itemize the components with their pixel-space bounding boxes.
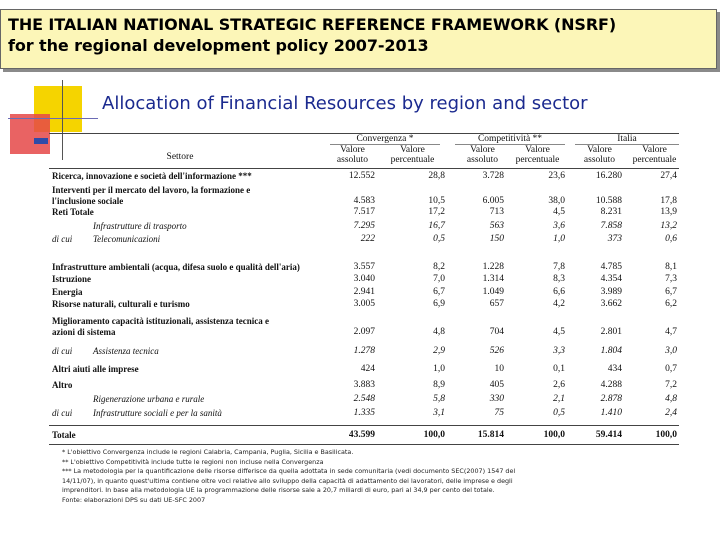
row-label: Assistenza tecnica bbox=[93, 346, 159, 356]
footnote-line: ** L'obiettivo Competitività include tutte le regioni non incluse nella Convergenza bbox=[62, 457, 324, 466]
column-header: Valore percentuale bbox=[515, 145, 560, 165]
table-cell: 10,5 bbox=[428, 196, 445, 206]
row-label: Ricerca, innovazione e società dell'informazione *** bbox=[52, 171, 252, 181]
table-cell: 3,0 bbox=[665, 346, 677, 356]
row-label: Telecomunicazioni bbox=[93, 234, 161, 244]
table-cell: 10 bbox=[494, 364, 504, 374]
table-cell: 4,2 bbox=[553, 299, 565, 309]
table-cell: 0,5 bbox=[433, 234, 445, 244]
table-cell: 8,3 bbox=[553, 274, 565, 284]
table-header-rule bbox=[49, 168, 679, 169]
table-cell: 373 bbox=[607, 234, 622, 244]
table-cell: 13,2 bbox=[660, 221, 677, 231]
footnote-line: * L'obiettivo Convergenza include le regioni Calabria, Campania, Puglia, Sicilia e Basilicata. bbox=[62, 448, 354, 456]
table-cell: 1.410 bbox=[600, 408, 622, 418]
table-cell: 3.557 bbox=[353, 262, 375, 272]
table-cell: 4.785 bbox=[600, 262, 622, 272]
row-label: Energia bbox=[52, 287, 83, 297]
table-cell: 16,7 bbox=[428, 221, 445, 231]
table-cell: 4,5 bbox=[553, 327, 565, 337]
table-cell: 6,9 bbox=[433, 299, 445, 309]
table-cell: 424 bbox=[360, 364, 375, 374]
table-cell: 17,8 bbox=[660, 196, 677, 206]
footnote-line: Fonte: elaborazioni DPS su dati UE-SFC 2007 bbox=[62, 495, 206, 504]
column-header: Valore assoluto bbox=[336, 145, 369, 165]
table-cell: 3,6 bbox=[553, 221, 565, 231]
table-cell: 1.314 bbox=[482, 274, 504, 284]
table-cell: 13,9 bbox=[660, 207, 677, 217]
row-label: Risorse naturali, culturali e turismo bbox=[52, 299, 190, 309]
table-cell: 100,0 bbox=[423, 430, 445, 440]
row-prefix: di cui bbox=[52, 346, 73, 356]
title-line-1: THE ITALIAN NATIONAL STRATEGIC REFERENCE FRAMEWORK (NSRF) bbox=[8, 15, 617, 34]
row-label: Infrastrutture ambientali (acqua, difesa suolo e qualità dell'aria) bbox=[52, 262, 300, 272]
table-cell: 6,7 bbox=[433, 287, 445, 297]
table-cell: 7,8 bbox=[553, 262, 565, 272]
table-cell: 2,6 bbox=[553, 380, 565, 390]
table-cell: 4.288 bbox=[600, 380, 622, 390]
row-label: Altro bbox=[52, 380, 73, 390]
table-cell: 1.049 bbox=[482, 287, 504, 297]
row-label: Istruzione bbox=[52, 274, 91, 284]
table-cell: 1.278 bbox=[353, 346, 375, 356]
table-cell: 27,4 bbox=[660, 171, 677, 181]
row-label: Reti Totale bbox=[52, 207, 94, 217]
table-cell: 2.941 bbox=[353, 287, 375, 297]
table-cell: 2.097 bbox=[353, 327, 375, 337]
group-header: Italia bbox=[617, 134, 637, 144]
row-prefix: di cui bbox=[52, 408, 73, 418]
footnote-line: 14/11/07), in quanto quest'ultima contiene oltre voci relative allo sviluppo della capacità di adattamento dei lavoratori, delle imprese e degli bbox=[62, 476, 513, 485]
table-cell: 0,1 bbox=[553, 364, 565, 374]
table-cell: 4,8 bbox=[433, 327, 445, 337]
table-cell: 3.728 bbox=[482, 171, 504, 181]
table-cell: 6,6 bbox=[553, 287, 565, 297]
table-cell: 330 bbox=[489, 394, 504, 404]
column-header: Valore percentuale bbox=[390, 145, 435, 165]
table-cell: 38,0 bbox=[548, 196, 565, 206]
table-total-rule bbox=[49, 425, 679, 426]
column-header: Valore percentuale bbox=[632, 145, 677, 165]
table-cell: 3.883 bbox=[353, 380, 375, 390]
table-cell: 4,8 bbox=[665, 394, 677, 404]
table-cell: 4.583 bbox=[353, 196, 375, 206]
table-cell: 43.599 bbox=[348, 430, 375, 440]
group-header: Competitività ** bbox=[477, 134, 543, 144]
row-label: Miglioramento capacità istituzionali, assistenza tecnica e bbox=[52, 316, 269, 326]
table-cell: 3.662 bbox=[600, 299, 622, 309]
table-cell: 7,3 bbox=[665, 274, 677, 284]
table-cell: 12.552 bbox=[348, 171, 375, 181]
table-cell: 28,8 bbox=[428, 171, 445, 181]
table-cell: 8,1 bbox=[665, 262, 677, 272]
table-cell: 2.801 bbox=[600, 327, 622, 337]
table-cell: 7,2 bbox=[665, 380, 677, 390]
table-cell: 222 bbox=[360, 234, 375, 244]
footnote-line: imprenditori. In base alla metodologia UE la programmazione delle risorse sale a 20,7 miliardi di euro, pari al 34,9 per cento del totale. bbox=[62, 486, 495, 494]
table-cell: 0,7 bbox=[665, 364, 677, 374]
table-cell: 3.040 bbox=[353, 274, 375, 284]
table-cell: 100,0 bbox=[655, 430, 677, 440]
title-line-2: for the regional development policy 2007-2013 bbox=[8, 36, 429, 55]
table-cell: 657 bbox=[489, 299, 504, 309]
table-cell: 434 bbox=[607, 364, 622, 374]
table-cell: 23,6 bbox=[548, 171, 565, 181]
table-cell: 2,1 bbox=[553, 394, 565, 404]
table-cell: 17,2 bbox=[428, 207, 445, 217]
table-cell: 8.231 bbox=[600, 207, 622, 217]
table-cell: 6,2 bbox=[665, 299, 677, 309]
table-cell: 526 bbox=[489, 346, 504, 356]
table-cell: 7.295 bbox=[353, 221, 375, 231]
table-cell: 713 bbox=[489, 207, 504, 217]
deco-vertical-line bbox=[62, 80, 63, 160]
table-cell: 16.280 bbox=[595, 171, 622, 181]
table-cell: 8,2 bbox=[433, 262, 445, 272]
table-cell: 704 bbox=[489, 327, 504, 337]
red-square bbox=[10, 114, 50, 154]
footnote-line: *** La metodologia per la quantificazione delle risorse differisce da quella adottata in sede comunitaria (vedi documento SEC(2007) 1547 del bbox=[62, 467, 516, 475]
table-cell: 10.588 bbox=[595, 196, 622, 206]
table-cell: 6.005 bbox=[482, 196, 504, 206]
row-prefix: di cui bbox=[52, 234, 73, 244]
table-cell: 2,4 bbox=[665, 408, 677, 418]
table-cell: 7,0 bbox=[433, 274, 445, 284]
row-label: Infrastrutture sociali e per la sanità bbox=[93, 408, 222, 418]
row-label: l'inclusione sociale bbox=[52, 196, 124, 206]
blue-dash bbox=[34, 138, 48, 144]
table-cell: 3.989 bbox=[600, 287, 622, 297]
slide-subtitle: Allocation of Financial Resources by region and sector bbox=[102, 93, 588, 114]
table-cell: 405 bbox=[489, 380, 504, 390]
table-cell: 100,0 bbox=[543, 430, 565, 440]
table-cell: 150 bbox=[489, 234, 504, 244]
table-cell: 4,7 bbox=[665, 327, 677, 337]
table-cell: 563 bbox=[489, 221, 504, 231]
row-label: azioni di sistema bbox=[52, 327, 116, 337]
table-cell: 3.005 bbox=[353, 299, 375, 309]
table-cell: 1.335 bbox=[353, 408, 375, 418]
table-cell: 7.858 bbox=[600, 221, 622, 231]
table-cell: 59.414 bbox=[595, 430, 622, 440]
row-label: Infrastrutture di trasporto bbox=[93, 221, 187, 231]
table-cell: 2.878 bbox=[600, 394, 622, 404]
table-cell: 1,0 bbox=[433, 364, 445, 374]
table-cell: 75 bbox=[494, 408, 504, 418]
title-bar bbox=[0, 9, 717, 69]
table-cell: 1.804 bbox=[600, 346, 622, 356]
table-cell: 4.354 bbox=[600, 274, 622, 284]
table-cell: 3,3 bbox=[553, 346, 565, 356]
row-label: Totale bbox=[52, 430, 76, 440]
row-label: Rigenerazione urbana e rurale bbox=[93, 394, 205, 404]
table-cell: 6,7 bbox=[665, 287, 677, 297]
table-cell: 0,5 bbox=[553, 408, 565, 418]
row-label: Interventi per il mercato del lavoro, la formazione e bbox=[52, 185, 251, 195]
row-label: Altri aiuti alle imprese bbox=[52, 364, 139, 374]
group-header: Convergenza * bbox=[356, 134, 414, 144]
deco-horizontal-line bbox=[8, 118, 98, 119]
table-bottom-rule bbox=[49, 444, 679, 445]
table-cell: 5,8 bbox=[433, 394, 445, 404]
table-cell: 1.228 bbox=[482, 262, 504, 272]
table-cell: 4,5 bbox=[553, 207, 565, 217]
table-cell: 7.517 bbox=[353, 207, 375, 217]
table-cell: 8,9 bbox=[433, 380, 445, 390]
table-cell: 2,9 bbox=[433, 346, 445, 356]
column-header: Valore assoluto bbox=[466, 145, 499, 165]
column-header: Valore assoluto bbox=[583, 145, 616, 165]
sector-header: Settore bbox=[166, 152, 194, 162]
table-cell: 15.814 bbox=[477, 430, 504, 440]
table-cell: 3,1 bbox=[433, 408, 445, 418]
table-cell: 0,6 bbox=[665, 234, 677, 244]
table-cell: 1,0 bbox=[553, 234, 565, 244]
table-cell: 2.548 bbox=[353, 394, 375, 404]
